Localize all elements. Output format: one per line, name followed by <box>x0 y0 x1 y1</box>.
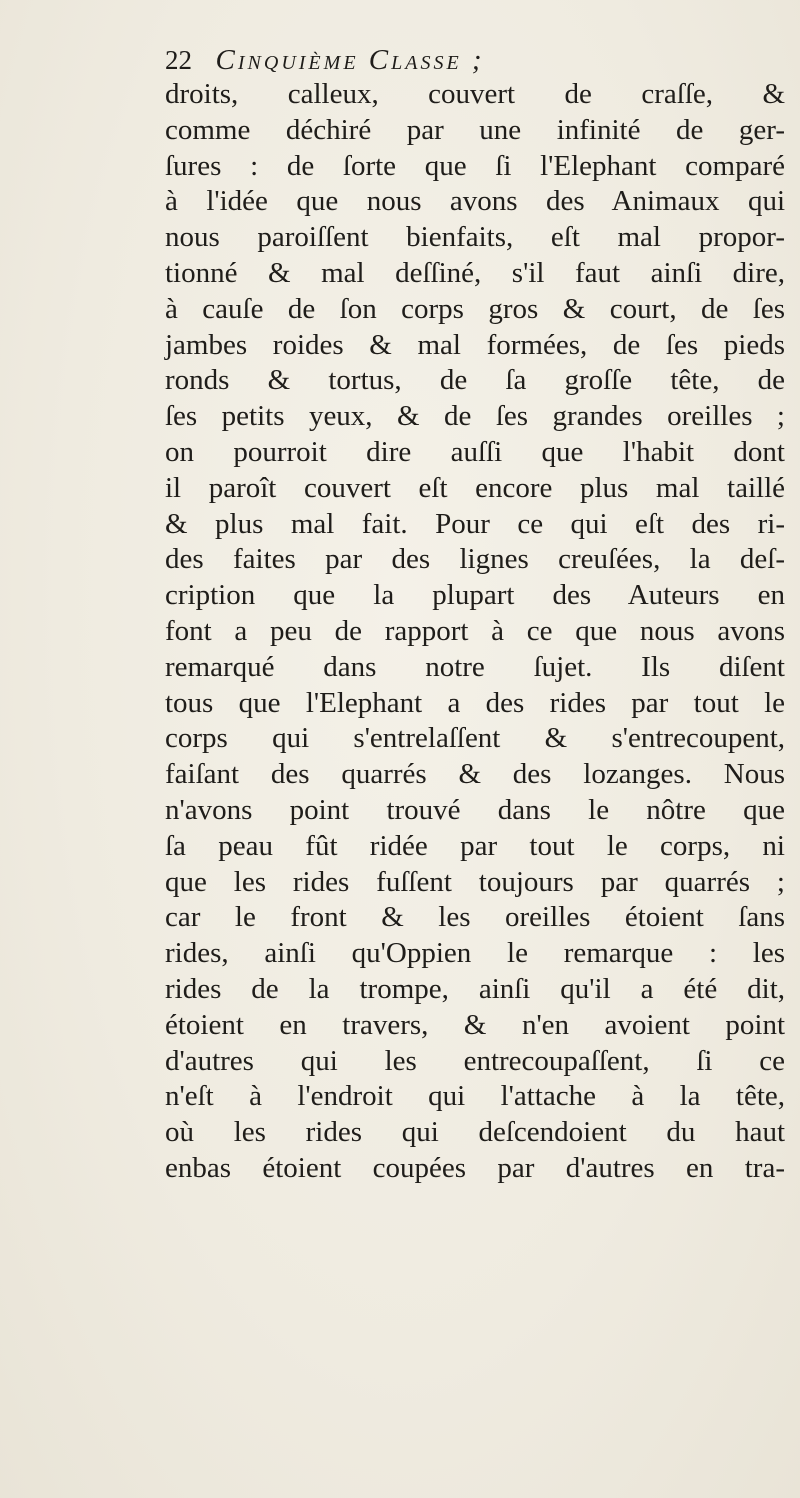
text-line: rides, ainſi qu'Oppien le remarque : les <box>165 937 785 970</box>
text-line: remarqué dans notre ſujet. Ils diſent <box>165 650 785 683</box>
text-line: des faites par des lignes creuſées, la deſ- <box>165 543 785 576</box>
text-line: tous que l'Elephant a des rides par tout le <box>165 686 785 719</box>
text-line: jambes roides & mal formées, de ſes pieds <box>165 328 785 361</box>
text-line: étoient en travers, & n'en avoient point <box>165 1008 785 1041</box>
text-line: que les rides fuſſent toujours par quarrés ; <box>165 865 785 898</box>
text-line: faiſant des quarrés & des lozanges. Nous <box>165 758 785 791</box>
text-line: ſures : de ſorte que ſi l'Elephant comparé <box>165 149 785 182</box>
text-line: droits, calleux, couvert de craſſe, & <box>165 78 785 110</box>
text-line: car le front & les oreilles étoient ſans <box>165 901 785 934</box>
text-line: n'avons point trouvé dans le nôtre que <box>165 793 785 826</box>
text-line: où les rides qui deſcendoient du haut <box>165 1116 785 1149</box>
page-header <box>165 40 765 80</box>
text-line: font a peu de rapport à ce que nous avons <box>165 614 785 647</box>
text-line: on pourroit dire auſſi que l'habit dont <box>165 435 785 468</box>
running-head: Cinquième Classe ; <box>215 44 485 76</box>
body-text <box>165 77 785 1187</box>
text-line: ſa peau fût ridée par tout le corps, ni <box>165 829 785 862</box>
text-line: comme déchiré par une infinité de ger- <box>165 113 785 146</box>
text-line: ſes petits yeux, & de ſes grandes oreilles ; <box>165 400 785 433</box>
text-line: il paroît couvert eſt encore plus mal taillé <box>165 471 785 504</box>
text-line: à cauſe de ſon corps gros & court, de ſes <box>165 292 785 325</box>
page-number: 22 <box>165 45 192 75</box>
text-line: cription que la plupart des Auteurs en <box>165 579 785 612</box>
text-line: n'eſt à l'endroit qui l'attache à la tête, <box>165 1080 785 1113</box>
text-line: enbas étoient coupées par d'autres en tra- <box>165 1151 785 1184</box>
text-line: ronds & tortus, de ſa groſſe tête, de <box>165 364 785 397</box>
text-line: à l'idée que nous avons des Animaux qui <box>165 185 785 218</box>
text-line: d'autres qui les entrecoupaſſent, ſi ce <box>165 1044 785 1077</box>
text-line: corps qui s'entrelaſſent & s'entrecoupent, <box>165 722 785 755</box>
text-line: & plus mal fait. Pour ce qui eſt des ri- <box>165 507 785 540</box>
text-line: nous paroiſſent bienfaits, eſt mal propor- <box>165 221 785 254</box>
text-line: rides de la trompe, ainſi qu'il a été dit, <box>165 972 785 1005</box>
text-line: tionné & mal deſſiné, s'il faut ainſi dire, <box>165 256 785 289</box>
